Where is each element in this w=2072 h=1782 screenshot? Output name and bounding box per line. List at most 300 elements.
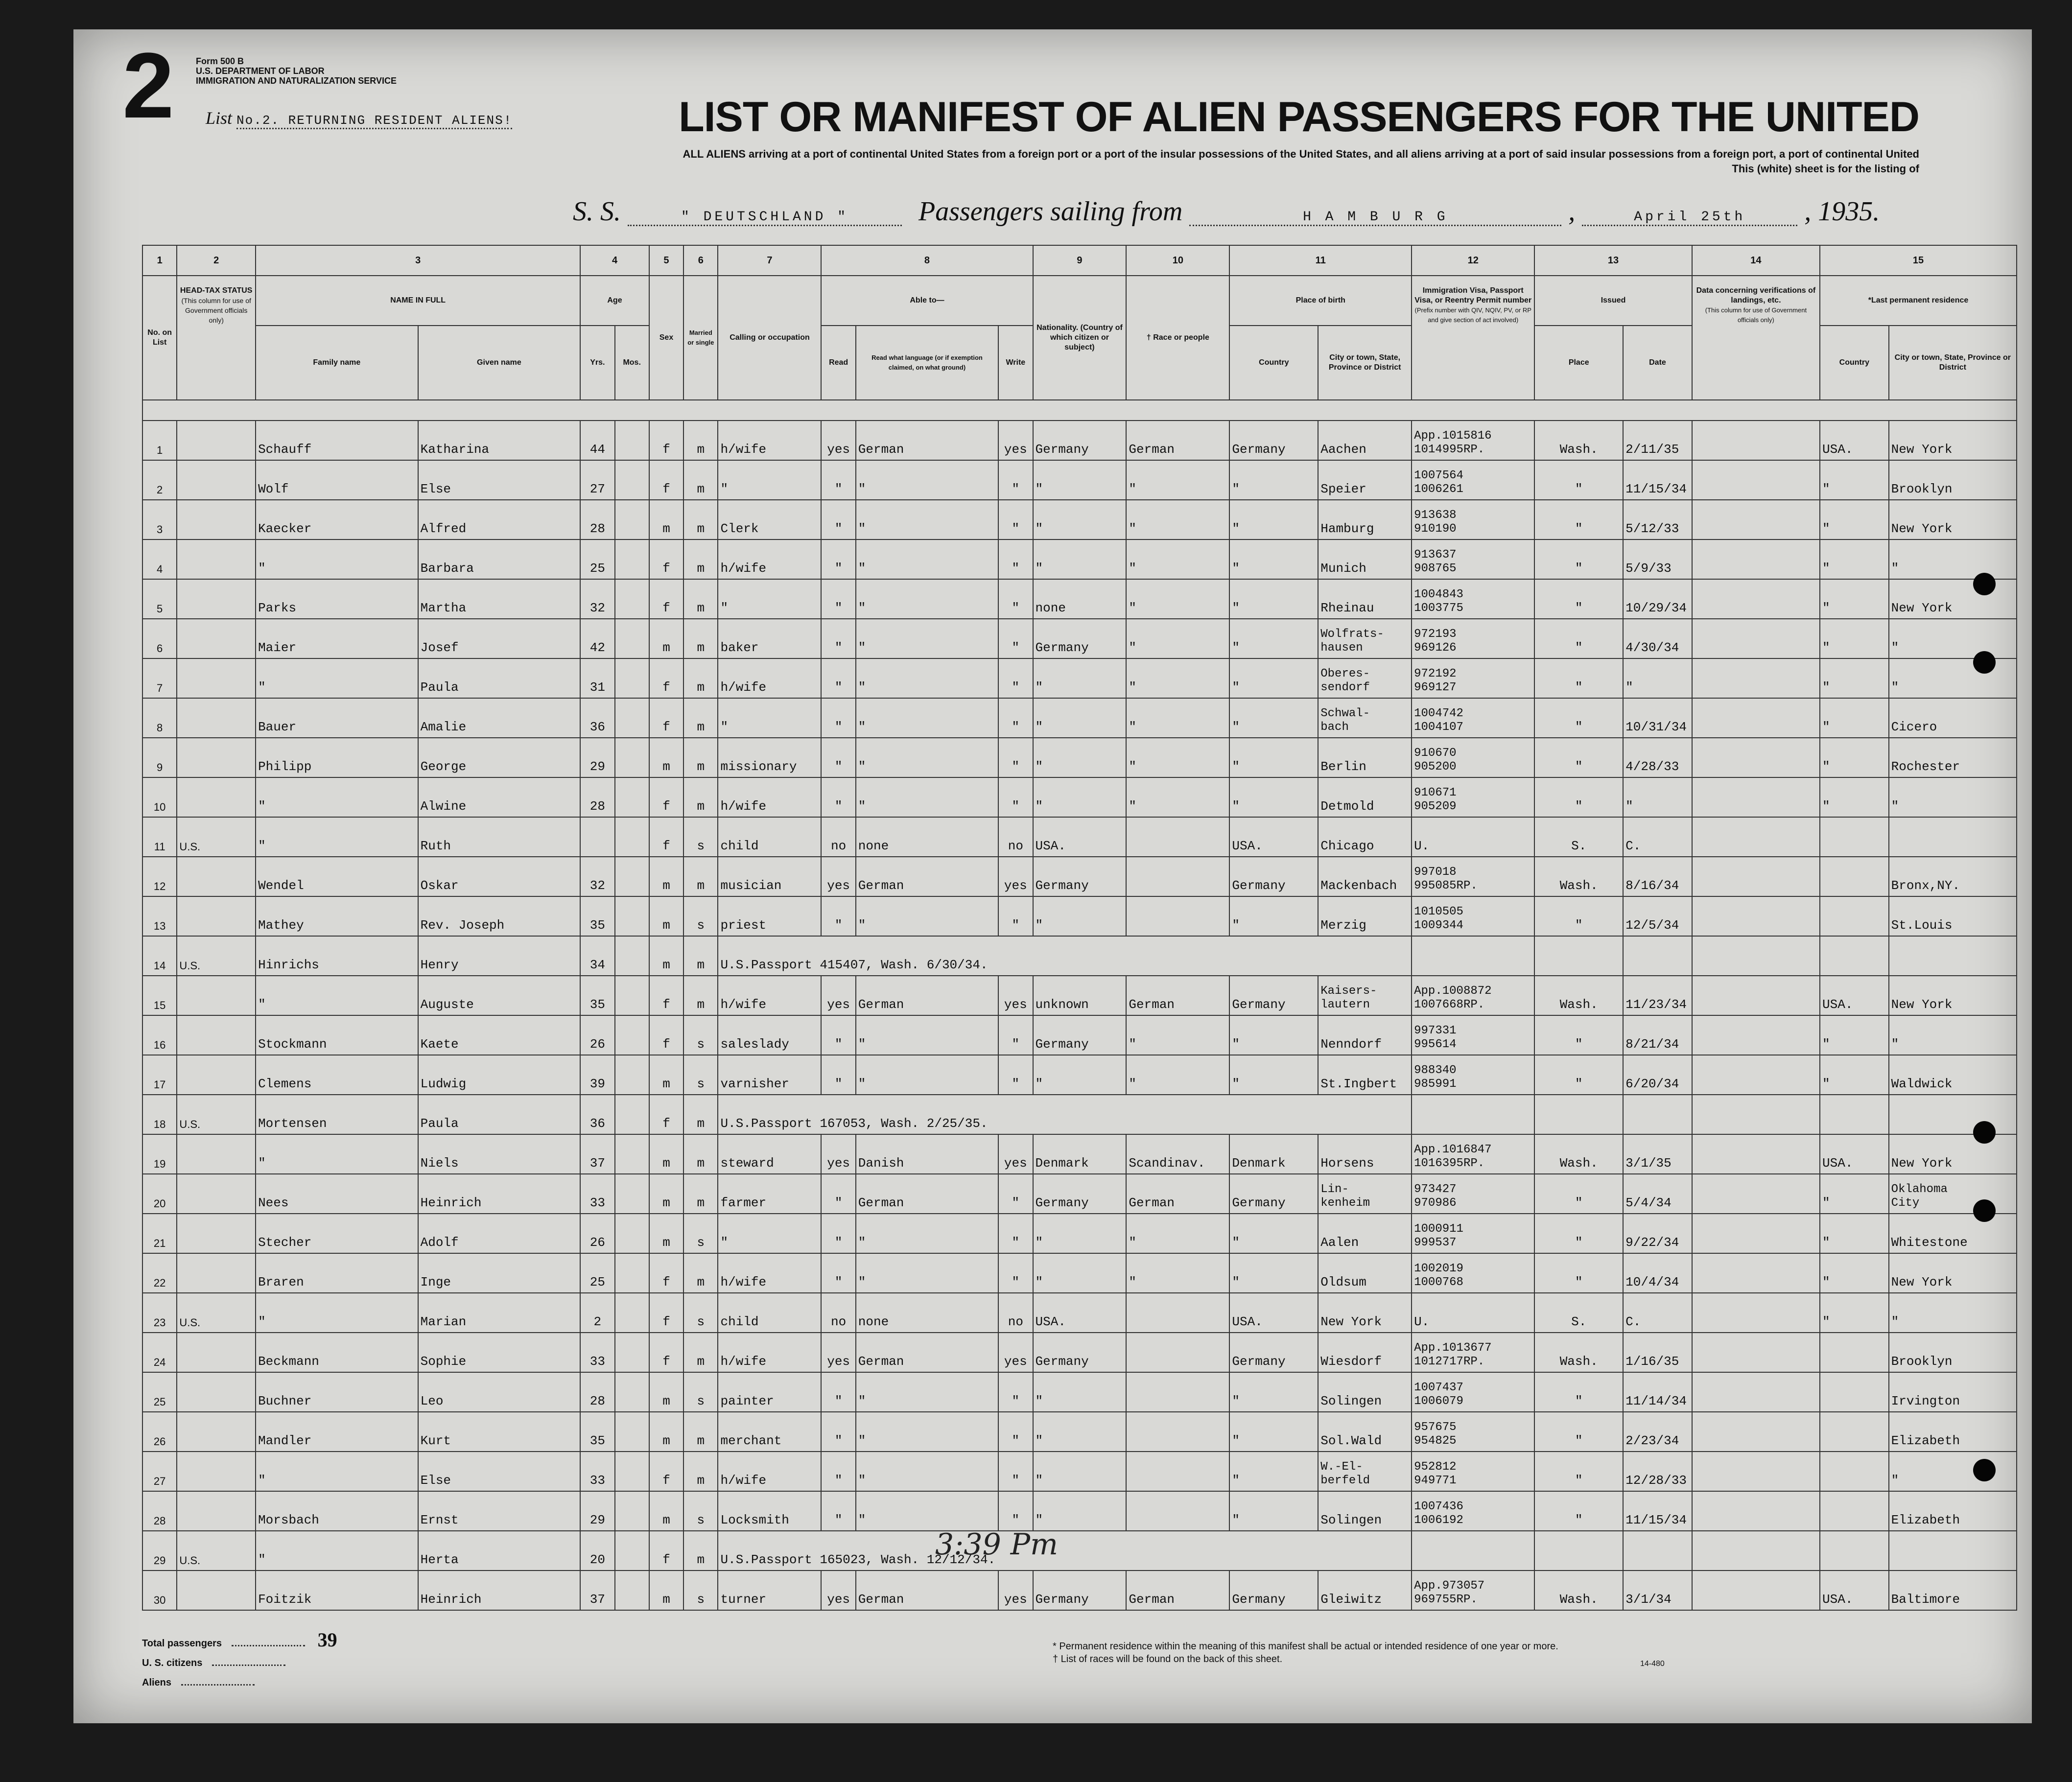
- landing-data: [1692, 1214, 1820, 1253]
- issued-date: [1623, 1095, 1692, 1134]
- can-read: ": [821, 1174, 855, 1214]
- sheet-number: 2: [122, 34, 174, 138]
- visa-number: App.1013677 1012717RP.: [1412, 1333, 1534, 1372]
- age-months: [615, 1491, 649, 1531]
- age-years: 20: [580, 1531, 614, 1571]
- race: [1126, 817, 1229, 857]
- can-read: ": [821, 1214, 855, 1253]
- given-name: Marian: [418, 1293, 581, 1333]
- col-family-name: Family name: [256, 326, 418, 400]
- race: [1126, 896, 1229, 936]
- birth-country: USA.: [1229, 817, 1318, 857]
- given-name: Heinrich: [418, 1174, 581, 1214]
- col-landing: [1692, 276, 1820, 400]
- age-years: 25: [580, 1253, 614, 1293]
- marital-status: s: [683, 1214, 718, 1253]
- can-read: ": [821, 500, 855, 539]
- head-tax-cell: [177, 658, 256, 698]
- age-years: 35: [580, 896, 614, 936]
- read-language: ": [856, 1412, 998, 1452]
- issued-date: [1623, 1531, 1692, 1571]
- sex: m: [649, 500, 683, 539]
- col-res-country: Country: [1820, 326, 1889, 400]
- visa-number: 1004742 1004107: [1412, 698, 1534, 738]
- departure-date: April 25th: [1582, 210, 1797, 226]
- row-number: 4: [142, 539, 177, 579]
- row-number: 11: [142, 817, 177, 857]
- family-name: Nees: [256, 1174, 418, 1214]
- residence-city: ": [1889, 1452, 2017, 1491]
- landing-data: [1692, 1095, 1820, 1134]
- row-number: 22: [142, 1253, 177, 1293]
- family-name: ": [256, 1134, 418, 1174]
- issued-date: 3/1/34: [1623, 1571, 1692, 1610]
- residence-country: ": [1820, 738, 1889, 777]
- read-language: ": [856, 896, 998, 936]
- occupation: Locksmith: [718, 1491, 821, 1531]
- issued-date: C.: [1623, 1293, 1692, 1333]
- column-number-row: [142, 245, 2017, 276]
- nationality: ": [1033, 777, 1127, 817]
- age-months: [615, 1015, 649, 1055]
- family-name: Wolf: [256, 460, 418, 500]
- col-calling: Calling or occupation: [718, 276, 821, 400]
- occupation: U.S.Passport 165023, Wash. 12/12/34.: [718, 1531, 1412, 1571]
- binder-hole: [1973, 651, 1996, 674]
- can-write: ": [998, 1055, 1033, 1095]
- family-name: Morsbach: [256, 1491, 418, 1531]
- row-number: 2: [142, 460, 177, 500]
- issued-date: 8/21/34: [1623, 1015, 1692, 1055]
- marital-status: m: [683, 1174, 718, 1214]
- birth-city: Schwal- bach: [1318, 698, 1412, 738]
- issued-date: 10/4/34: [1623, 1253, 1692, 1293]
- issued-place: Wash.: [1534, 1571, 1623, 1610]
- issued-date: 12/28/33: [1623, 1452, 1692, 1491]
- read-language: ": [856, 619, 998, 658]
- table-row: [142, 857, 2017, 896]
- birth-city: St.Ingbert: [1318, 1055, 1412, 1095]
- head-tax-cell: [177, 857, 256, 896]
- race: [1126, 1333, 1229, 1372]
- issued-date: 11/14/34: [1623, 1372, 1692, 1412]
- residence-country: ": [1820, 1055, 1889, 1095]
- binder-hole: [1973, 573, 1996, 595]
- birth-country: ": [1229, 1055, 1318, 1095]
- given-name: Adolf: [418, 1214, 581, 1253]
- residence-country: USA.: [1820, 1134, 1889, 1174]
- issued-place: Wash.: [1534, 857, 1623, 896]
- birth-city: Wolfrats- hausen: [1318, 619, 1412, 658]
- issued-place: Wash.: [1534, 1134, 1623, 1174]
- col-last-residence: *Last permanent residence: [1820, 276, 2017, 326]
- residence-city: Brooklyn: [1889, 460, 2017, 500]
- issued-place: Wash.: [1534, 421, 1623, 460]
- visa-number: 988340 985991: [1412, 1055, 1534, 1095]
- marital-status: m: [683, 1333, 718, 1372]
- visa-number: 997018 995085RP.: [1412, 857, 1534, 896]
- landing-data: [1692, 1293, 1820, 1333]
- visa-number: 1007437 1006079: [1412, 1372, 1534, 1412]
- visa-number: 910671 905209: [1412, 777, 1534, 817]
- col-birth-city: City or town, State, Province or District: [1318, 326, 1412, 400]
- given-name: Henry: [418, 936, 581, 976]
- family-name: Stockmann: [256, 1015, 418, 1055]
- landing-data: [1692, 1372, 1820, 1412]
- birth-country: ": [1229, 1214, 1318, 1253]
- head-tax-cell: [177, 421, 256, 460]
- issued-place: ": [1534, 1491, 1623, 1531]
- col-nationality: Nationality. (Country of which citizen or subject): [1033, 276, 1127, 400]
- age-years: 28: [580, 777, 614, 817]
- age-months: [615, 1372, 649, 1412]
- instruction-line-2: This (white) sheet is for the listing of: [1732, 163, 1919, 175]
- age-years: 37: [580, 1571, 614, 1610]
- age-months: [615, 817, 649, 857]
- sex: m: [649, 1214, 683, 1253]
- sex: f: [649, 539, 683, 579]
- issued-date: 2/11/35: [1623, 421, 1692, 460]
- issued-place: ": [1534, 619, 1623, 658]
- table-row: [142, 896, 2017, 936]
- birth-country: ": [1229, 1491, 1318, 1531]
- age-months: [615, 1571, 649, 1610]
- residence-city: New York: [1889, 579, 2017, 619]
- landing-data: [1692, 777, 1820, 817]
- nationality: Germany: [1033, 421, 1127, 460]
- visa-number: [1412, 936, 1534, 976]
- can-write: ": [998, 1253, 1033, 1293]
- read-language: ": [856, 1372, 998, 1412]
- given-name: Leo: [418, 1372, 581, 1412]
- head-tax-cell: [177, 1055, 256, 1095]
- issued-place: ": [1534, 500, 1623, 539]
- birth-country: ": [1229, 619, 1318, 658]
- visa-number: 1002019 1000768: [1412, 1253, 1534, 1293]
- given-name: Ernst: [418, 1491, 581, 1531]
- table-row: [142, 777, 2017, 817]
- race: [1126, 1491, 1229, 1531]
- table-row: [142, 1293, 2017, 1333]
- race: ": [1126, 738, 1229, 777]
- head-tax-cell: [177, 1214, 256, 1253]
- given-name: Paula: [418, 658, 581, 698]
- race: ": [1126, 619, 1229, 658]
- can-write: ": [998, 579, 1033, 619]
- col-write: Write: [998, 326, 1033, 400]
- head-tax-cell: [177, 619, 256, 658]
- birth-country: ": [1229, 698, 1318, 738]
- colnum: 11: [1229, 245, 1412, 276]
- sex: f: [649, 698, 683, 738]
- totals-block: [142, 1630, 337, 1692]
- occupation: ": [718, 1214, 821, 1253]
- race: ": [1126, 698, 1229, 738]
- can-read: ": [821, 738, 855, 777]
- head-tax-cell: [177, 976, 256, 1015]
- nationality: Denmark: [1033, 1134, 1127, 1174]
- can-read: yes: [821, 857, 855, 896]
- sex: f: [649, 1015, 683, 1055]
- can-write: yes: [998, 1571, 1033, 1610]
- sex: m: [649, 896, 683, 936]
- sex: f: [649, 777, 683, 817]
- table-row: [142, 658, 2017, 698]
- landing-title: Data concerning verifications of landings, etc.: [1696, 286, 1816, 305]
- birth-city: Oberes- sendorf: [1318, 658, 1412, 698]
- nationality: ": [1033, 698, 1127, 738]
- birth-country: ": [1229, 460, 1318, 500]
- row-number: 17: [142, 1055, 177, 1095]
- visa-number: 1010505 1009344: [1412, 896, 1534, 936]
- can-read: ": [821, 1372, 855, 1412]
- family-name: Philipp: [256, 738, 418, 777]
- visa-number: 957675 954825: [1412, 1412, 1534, 1452]
- residence-country: USA.: [1820, 976, 1889, 1015]
- nationality: ": [1033, 1372, 1127, 1412]
- age-years: 37: [580, 1134, 614, 1174]
- occupation: U.S.Passport 415407, Wash. 6/30/34.: [718, 936, 1412, 976]
- head-tax-cell: [177, 460, 256, 500]
- sex: f: [649, 1333, 683, 1372]
- table-row: [142, 1412, 2017, 1452]
- col-able-to: Able to—: [821, 276, 1033, 326]
- sex: f: [649, 579, 683, 619]
- head-tax-cell: [177, 777, 256, 817]
- birth-country: USA.: [1229, 1293, 1318, 1333]
- birth-city: Solingen: [1318, 1491, 1412, 1531]
- landing-note: (This column for use of Government officials only): [1705, 306, 1807, 324]
- birth-country: ": [1229, 1372, 1318, 1412]
- residence-city: Oklahoma City: [1889, 1174, 2017, 1214]
- issued-place: Wash.: [1534, 1333, 1623, 1372]
- can-write: ": [998, 1015, 1033, 1055]
- head-tax-cell: U.S.: [177, 1531, 256, 1571]
- issued-place: ": [1534, 658, 1623, 698]
- given-name: Ruth: [418, 817, 581, 857]
- age-years: 29: [580, 1491, 614, 1531]
- birth-country: ": [1229, 738, 1318, 777]
- age-years: 42: [580, 619, 614, 658]
- residence-country: ": [1820, 1174, 1889, 1214]
- visa-number: App.973057 969755RP.: [1412, 1571, 1534, 1610]
- birth-city: Sol.Wald: [1318, 1412, 1412, 1452]
- table-row: [142, 1372, 2017, 1412]
- residence-city: New York: [1889, 1134, 2017, 1174]
- age-months: [615, 421, 649, 460]
- table-row: [142, 1174, 2017, 1214]
- given-name: Katharina: [418, 421, 581, 460]
- birth-city: New York: [1318, 1293, 1412, 1333]
- visa-number: 972193 969126: [1412, 619, 1534, 658]
- read-language: Danish: [856, 1134, 998, 1174]
- landing-data: [1692, 500, 1820, 539]
- ss-label: S. S.: [573, 196, 621, 227]
- row-number: 23: [142, 1293, 177, 1333]
- read-language: ": [856, 698, 998, 738]
- nationality: ": [1033, 1491, 1127, 1531]
- birth-country: ": [1229, 1412, 1318, 1452]
- head-tax-cell: [177, 1452, 256, 1491]
- landing-data: [1692, 1531, 1820, 1571]
- occupation: h/wife: [718, 1452, 821, 1491]
- issued-place: ": [1534, 539, 1623, 579]
- marital-status: m: [683, 579, 718, 619]
- birth-city: Hamburg: [1318, 500, 1412, 539]
- occupation: merchant: [718, 1412, 821, 1452]
- binder-hole: [1973, 1459, 1996, 1481]
- can-write: ": [998, 658, 1033, 698]
- issued-place: S.: [1534, 1293, 1623, 1333]
- visa-number: 910670 905200: [1412, 738, 1534, 777]
- occupation: turner: [718, 1571, 821, 1610]
- row-number: 26: [142, 1412, 177, 1452]
- head-tax-cell: [177, 738, 256, 777]
- head-tax-cell: U.S.: [177, 1095, 256, 1134]
- read-language: German: [856, 857, 998, 896]
- family-name: Mandler: [256, 1412, 418, 1452]
- landing-data: [1692, 658, 1820, 698]
- race: German: [1126, 421, 1229, 460]
- family-name: Wendel: [256, 857, 418, 896]
- nationality: ": [1033, 1055, 1127, 1095]
- marital-status: m: [683, 1095, 718, 1134]
- read-language: none: [856, 1293, 998, 1333]
- family-name: Mortensen: [256, 1095, 418, 1134]
- issued-place: ": [1534, 460, 1623, 500]
- head-tax-cell: [177, 1333, 256, 1372]
- race: ": [1126, 1015, 1229, 1055]
- head-tax-cell: [177, 698, 256, 738]
- race: ": [1126, 1055, 1229, 1095]
- marital-status: m: [683, 1412, 718, 1452]
- col-yrs: Yrs.: [580, 326, 614, 400]
- marital-status: s: [683, 896, 718, 936]
- race: [1126, 1412, 1229, 1452]
- occupation: h/wife: [718, 1333, 821, 1372]
- age-years: 34: [580, 936, 614, 976]
- row-number: 29: [142, 1531, 177, 1571]
- landing-data: [1692, 539, 1820, 579]
- can-write: yes: [998, 1333, 1033, 1372]
- landing-data: [1692, 1452, 1820, 1491]
- marital-status: m: [683, 658, 718, 698]
- marital-status: m: [683, 539, 718, 579]
- occupation: ": [718, 460, 821, 500]
- residence-country: [1820, 817, 1889, 857]
- age-years: 25: [580, 539, 614, 579]
- head-tax-cell: U.S.: [177, 817, 256, 857]
- col-race: † Race or people: [1126, 276, 1229, 400]
- birth-country: Germany: [1229, 1333, 1318, 1372]
- given-name: Ludwig: [418, 1055, 581, 1095]
- head-tax-cell: U.S.: [177, 1293, 256, 1333]
- binder-hole: [1973, 1199, 1996, 1222]
- nationality: Germany: [1033, 1571, 1127, 1610]
- read-language: ": [856, 1253, 998, 1293]
- read-language: German: [856, 1571, 998, 1610]
- race: German: [1126, 1571, 1229, 1610]
- age-years: 33: [580, 1333, 614, 1372]
- col-res-city: City or town, State, Province or District: [1889, 326, 2017, 400]
- issued-date: 5/12/33: [1623, 500, 1692, 539]
- head-tax-cell: [177, 1253, 256, 1293]
- table-row: [142, 1253, 2017, 1293]
- occupation: ": [718, 579, 821, 619]
- residence-country: USA.: [1820, 1571, 1889, 1610]
- colnum: 10: [1126, 245, 1229, 276]
- sex: m: [649, 1174, 683, 1214]
- nationality: ": [1033, 1452, 1127, 1491]
- sex: f: [649, 460, 683, 500]
- residence-city: [1889, 817, 2017, 857]
- head-tax-cell: [177, 1412, 256, 1452]
- head-tax-cell: [177, 579, 256, 619]
- marital-status: s: [683, 1055, 718, 1095]
- age-months: [615, 1214, 649, 1253]
- race: ": [1126, 460, 1229, 500]
- residence-city: Rochester: [1889, 738, 2017, 777]
- head-tax-note: (This column for use of Government officials only): [181, 297, 251, 324]
- age-months: [615, 619, 649, 658]
- can-read: yes: [821, 976, 855, 1015]
- visa-number: [1412, 1095, 1534, 1134]
- sex: f: [649, 1095, 683, 1134]
- can-write: yes: [998, 857, 1033, 896]
- row-number: 15: [142, 976, 177, 1015]
- residence-city: Brooklyn: [1889, 1333, 2017, 1372]
- issued-date: [1623, 936, 1692, 976]
- row-number: 27: [142, 1452, 177, 1491]
- colnum: 3: [256, 245, 580, 276]
- can-read: ": [821, 1253, 855, 1293]
- marital-status: m: [683, 777, 718, 817]
- col-age: Age: [580, 276, 649, 326]
- visa-number: U.: [1412, 1293, 1534, 1333]
- issued-date: 4/30/34: [1623, 619, 1692, 658]
- can-read: ": [821, 619, 855, 658]
- family-name: ": [256, 539, 418, 579]
- given-name: Auguste: [418, 976, 581, 1015]
- head-tax-cell: [177, 539, 256, 579]
- read-language: ": [856, 500, 998, 539]
- residence-country: [1820, 1095, 1889, 1134]
- given-name: Alfred: [418, 500, 581, 539]
- colnum: 1: [142, 245, 177, 276]
- read-language: ": [856, 738, 998, 777]
- head-tax-cell: [177, 1491, 256, 1531]
- read-language: ": [856, 1214, 998, 1253]
- table-row: [142, 1095, 2017, 1134]
- col-read-language: Read what language (or if exemption claimed, on what ground): [856, 326, 998, 400]
- issued-date: 11/23/34: [1623, 976, 1692, 1015]
- read-language: ": [856, 1491, 998, 1531]
- table-row: [142, 1491, 2017, 1531]
- given-name: Josef: [418, 619, 581, 658]
- residence-country: ": [1820, 777, 1889, 817]
- issued-date: 6/20/34: [1623, 1055, 1692, 1095]
- issued-date: 10/31/34: [1623, 698, 1692, 738]
- visa-note: (Prefix number with QIV, NQIV, PV, or RP and give section of act involved): [1414, 306, 1531, 324]
- table-row: [142, 619, 2017, 658]
- colnum: 15: [1820, 245, 2017, 276]
- nationality: USA.: [1033, 1293, 1127, 1333]
- age-years: 39: [580, 1055, 614, 1095]
- birth-city: Munich: [1318, 539, 1412, 579]
- marital-status: m: [683, 619, 718, 658]
- birth-city: Lin- kenheim: [1318, 1174, 1412, 1214]
- table-row: [142, 1452, 2017, 1491]
